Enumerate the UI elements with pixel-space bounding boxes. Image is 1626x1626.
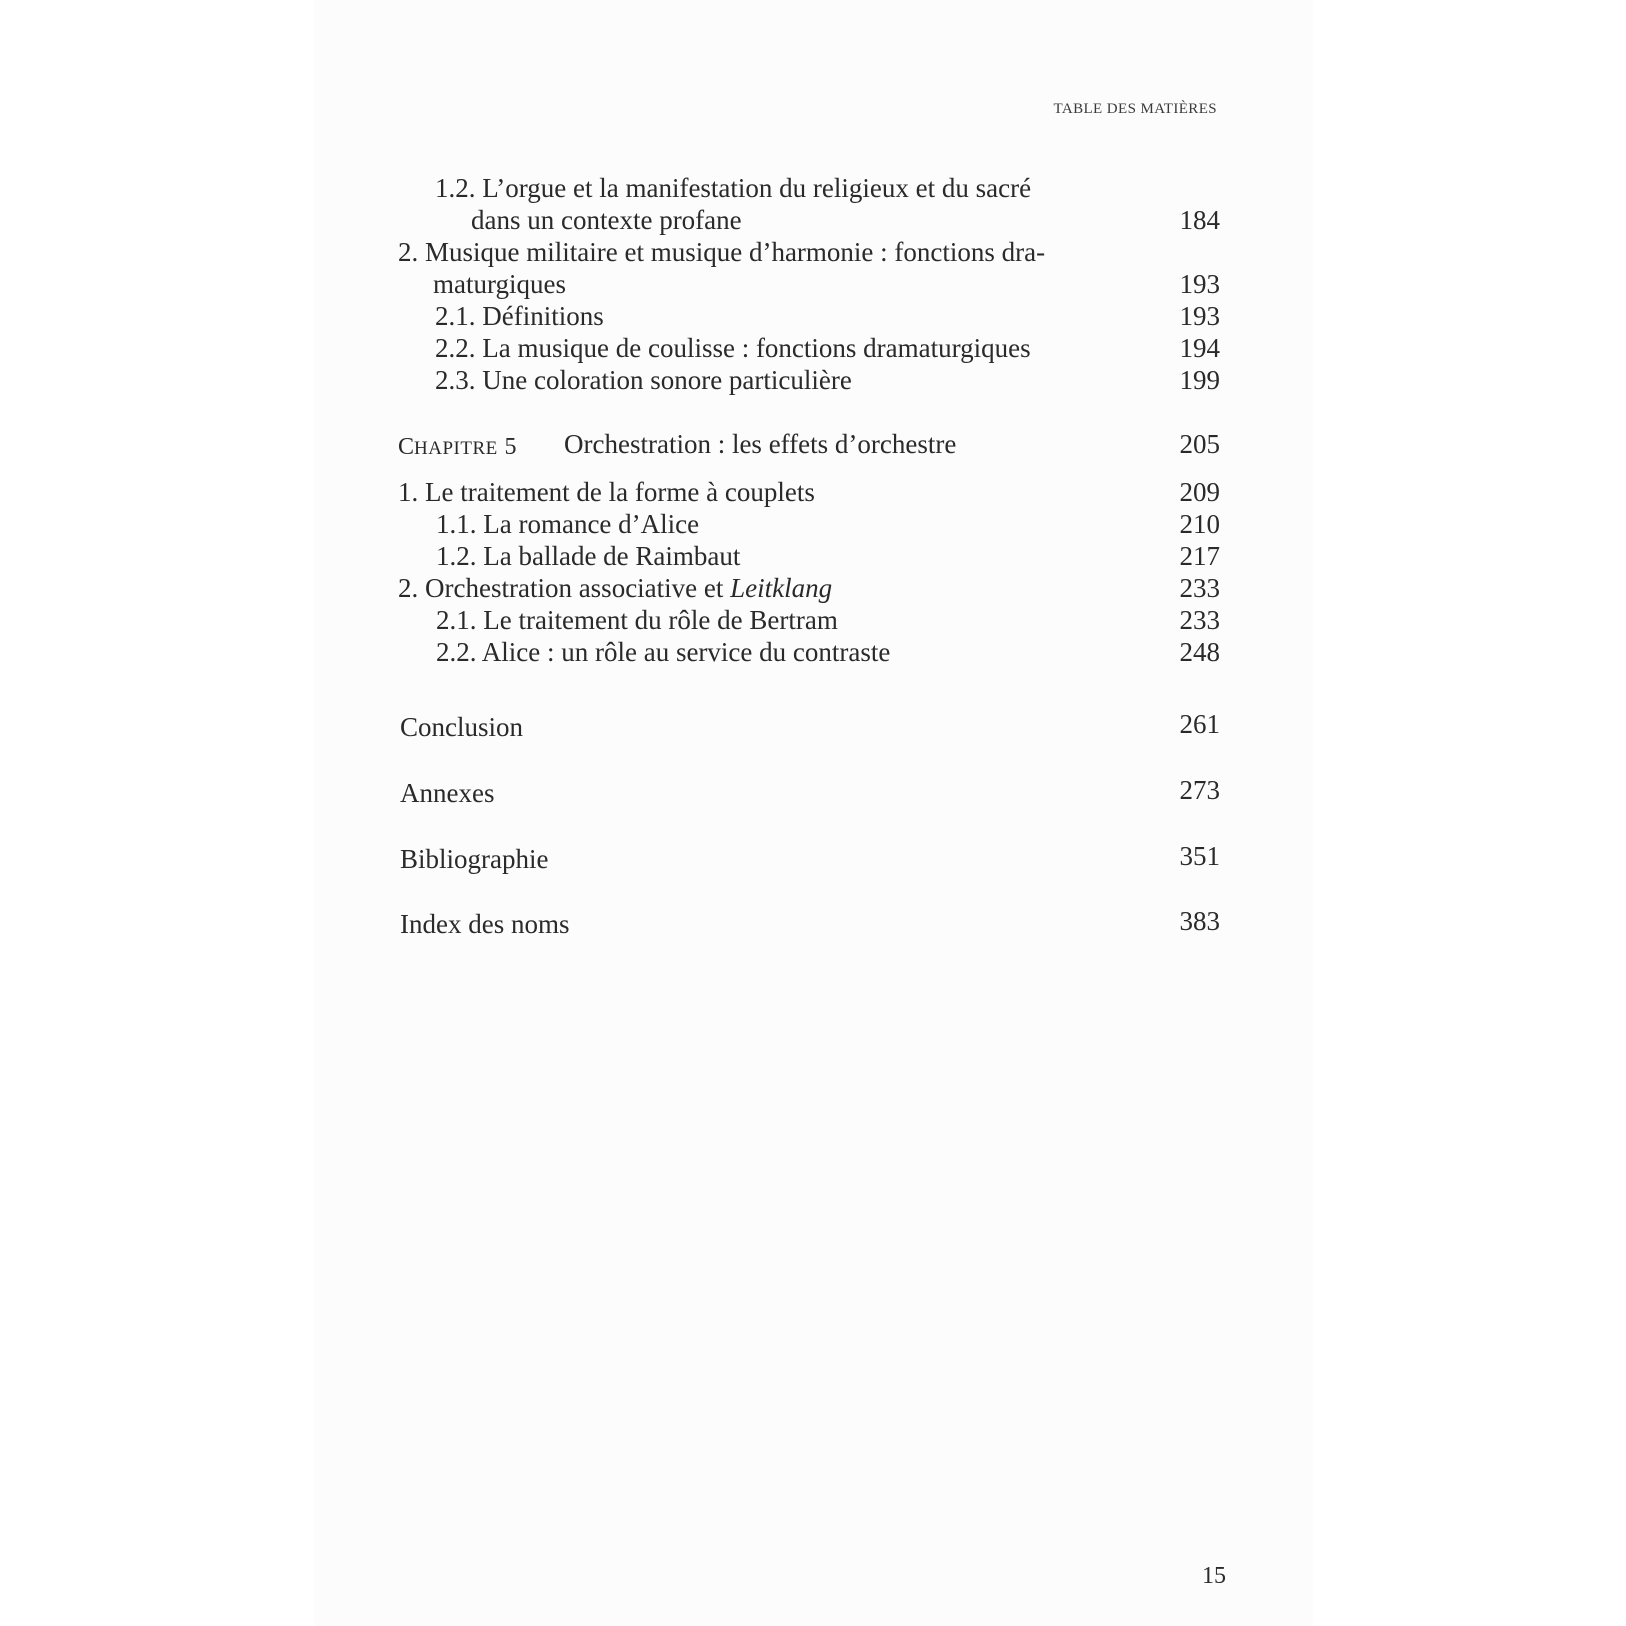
chapter-number: 5 — [504, 434, 517, 460]
running-head: TABLE DES MATIÈRES — [1053, 101, 1217, 117]
toc-page-number: 273 — [1179, 775, 1220, 805]
toc-page-number: 199 — [1179, 365, 1220, 395]
chapter-label-initial: C — [398, 434, 415, 460]
toc-page-number: 184 — [1179, 205, 1220, 235]
toc-entry: 1.2. La ballade de Raimbaut — [436, 541, 741, 571]
toc-entry: 2.3. Une coloration sonore particulière — [435, 365, 852, 395]
toc-page-number: 233 — [1179, 573, 1220, 603]
toc-page-number: 193 — [1179, 269, 1220, 299]
chapter-title: Orchestration : les effets d’orchestre — [564, 429, 957, 459]
toc-entry: 2.1. Le traitement du rôle de Bertram — [436, 605, 838, 635]
toc-page-number: 193 — [1179, 301, 1220, 331]
toc-page-number: 383 — [1179, 906, 1220, 936]
toc-entry: Index des noms — [400, 909, 570, 939]
toc-entry: Annexes — [400, 778, 495, 808]
toc-entry: dans un contexte profane — [471, 205, 742, 235]
chapter-label: HAPITRE — [414, 438, 498, 459]
toc-entry: 2.1. Définitions — [435, 301, 604, 331]
toc-page-number: 194 — [1179, 333, 1220, 363]
chapter-heading — [398, 429, 517, 465]
toc-entry — [398, 572, 832, 604]
page-number: 15 — [1202, 1563, 1226, 1589]
toc-entry-text: 2. Orchestration associative et — [398, 573, 731, 603]
toc-entry: 2.2. La musique de coulisse : fonctions dramaturgiques — [435, 333, 1031, 363]
toc-entry: 1.1. La romance d’Alice — [436, 509, 700, 539]
toc-page-number: 205 — [1179, 429, 1220, 459]
toc-page-number: 233 — [1179, 605, 1220, 635]
toc-page-number: 209 — [1179, 477, 1220, 507]
toc-entry: Bibliographie — [400, 844, 549, 874]
toc-entry: 2.2. Alice : un rôle au service du contraste — [436, 637, 891, 667]
toc-entry-italic: Leitklang — [730, 573, 833, 603]
toc-entry: maturgiques — [433, 269, 566, 299]
toc-page-number: 351 — [1179, 841, 1220, 871]
toc-entry: 1. Le traitement de la forme à couplets — [398, 477, 815, 507]
toc-page-number: 210 — [1179, 509, 1220, 539]
toc-entry: 2. Musique militaire et musique d’harmonie : fonctions dra- — [398, 237, 1046, 267]
toc-page-number: 248 — [1179, 637, 1220, 667]
toc-entry: Conclusion — [400, 712, 524, 742]
toc-page-number: 261 — [1179, 709, 1220, 739]
toc-page-number: 217 — [1179, 541, 1220, 571]
toc-entry: 1.2. L’orgue et la manifestation du religieux et du sacré — [435, 173, 1032, 203]
